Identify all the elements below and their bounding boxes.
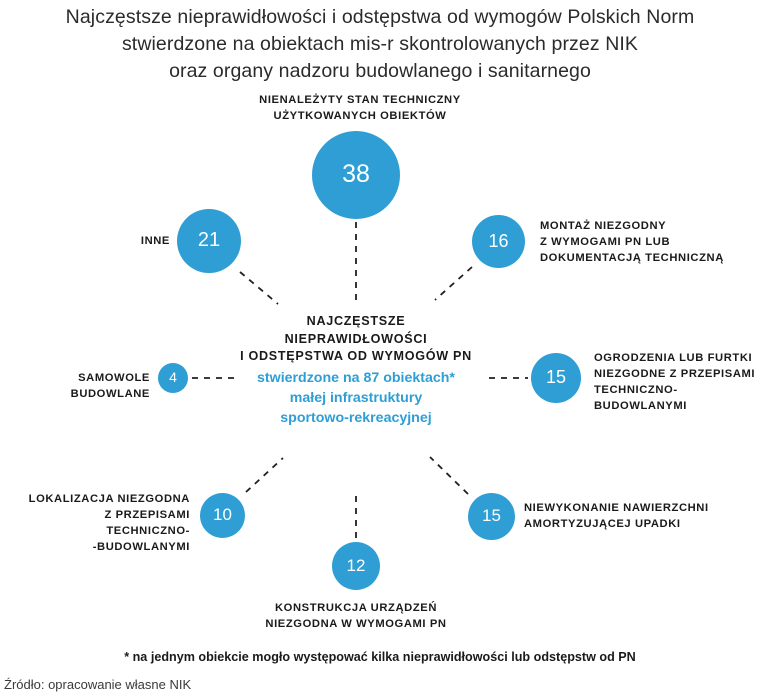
connector-niewykonanie [430, 457, 468, 494]
bubble-samowole-budowlane[interactable] [158, 363, 188, 393]
label-konstrukcja-urzadzen-line-2: NIEZGODNA W WYMOGAMI PN [265, 618, 447, 630]
label-ogrodzenia-furtki-line-3: TECHNICZNO-BUDOWLANYMI [594, 384, 687, 412]
connector-inne [240, 272, 278, 304]
bubble-lokalizacja-niezgodna[interactable] [200, 493, 245, 538]
label-lokalizacja-niezgodna-line-2: Z PRZEPISAMI TECHNICZNO- [104, 509, 190, 537]
bubble-stan-techniczny[interactable] [312, 131, 400, 219]
label-montaz-niezgodny-line-1: MONTAŻ NIEZGODNY [540, 220, 667, 232]
label-montaz-niezgodny [540, 218, 760, 266]
title-line-3: oraz organy nadzoru budowlanego i sanitarnego [169, 60, 591, 82]
connector-montaz [435, 267, 472, 300]
label-inne-line-1: INNE [140, 235, 170, 247]
label-samowole-budowlane-line-1: SAMOWOLE BUDOWLANE [70, 372, 150, 400]
footnote: * na jednym obiekcie mogło występować kilka nieprawidłowości lub odstępstw od PN [124, 650, 636, 664]
center-subheading-line-2: małej infrastruktury [289, 389, 423, 406]
label-niewykonanie-nawierzchni-line-1: NIEWYKONANIE NAWIERZCHNI [524, 502, 709, 514]
source-note: Źródło: opracowanie własne NIK [4, 677, 192, 692]
bubble-montaz-niezgodny[interactable] [472, 215, 525, 268]
label-stan-techniczny-line-1: NIENALEŻYTY STAN TECHNICZNY [259, 94, 461, 106]
label-stan-techniczny [180, 92, 540, 124]
label-lokalizacja-niezgodna [20, 491, 190, 555]
label-ogrodzenia-furtki-line-2: NIEZGODNE Z PRZEPISAMI [594, 368, 756, 380]
bubble-value-stan-techniczny: 38 [342, 159, 370, 188]
label-konstrukcja-urzadzen-line-1: KONSTRUKCJA URZĄDZEŃ [275, 602, 437, 614]
center-heading-line-1: NAJCZĘSTSZE [306, 314, 406, 328]
label-montaz-niezgodny-line-3: DOKUMENTACJĄ TECHNICZNĄ [540, 252, 724, 264]
title-line-1: Najczęstsze nieprawidłowości i odstępstwa od wymogów Polskich Norm [65, 6, 695, 28]
bubble-value-lokalizacja-niezgodna: 10 [213, 505, 232, 524]
bubble-value-niewykonanie-nawierzchni: 15 [482, 506, 501, 525]
label-lokalizacja-niezgodna-line-3: -BUDOWLANYMI [92, 541, 190, 553]
center-block [233, 313, 479, 428]
bubble-value-ogrodzenia-furtki: 15 [545, 367, 567, 387]
bubble-ogrodzenia-furtki[interactable] [531, 353, 581, 403]
bubble-value-samowole-budowlane: 4 [169, 369, 177, 385]
bubble-value-inne: 21 [197, 229, 221, 251]
connector-lokalizacja [246, 458, 283, 492]
bubble-inne[interactable] [177, 209, 241, 273]
bubble-value-konstrukcja-urzadzen: 12 [346, 555, 366, 575]
bubble-konstrukcja-urzadzen[interactable] [332, 542, 380, 590]
label-ogrodzenia-furtki-line-1: OGRODZENIA LUB FURTKI [594, 352, 753, 364]
label-konstrukcja-urzadzen [236, 600, 476, 632]
label-lokalizacja-niezgodna-line-1: LOKALIZACJA NIEZGODNA [28, 493, 190, 505]
label-ogrodzenia-furtki [594, 350, 760, 414]
center-subheading-line-3: sportowo-rekreacyjnej [280, 409, 432, 426]
label-niewykonanie-nawierzchni-line-2: AMORTYZUJĄCEJ UPADKI [524, 518, 681, 530]
bubble-niewykonanie-nawierzchni[interactable] [468, 493, 515, 540]
center-subheading-line-1: stwierdzone na 87 obiektach* [257, 369, 455, 386]
label-inne [80, 233, 170, 249]
center-heading [233, 313, 479, 366]
bubble-value-montaz-niezgodny: 16 [488, 230, 509, 251]
title-line-2: stwierdzone na obiektach mis-r skontrolowanych przez NIK [121, 33, 639, 55]
page-title [0, 4, 760, 85]
label-niewykonanie-nawierzchni [524, 500, 754, 532]
center-heading-line-3: I ODSTĘPSTWA OD WYMOGÓW PN [240, 349, 472, 363]
label-stan-techniczny-line-2: UŻYTKOWANYCH OBIEKTÓW [273, 110, 447, 122]
label-montaz-niezgodny-line-2: Z WYMOGAMI PN LUB [540, 236, 671, 248]
label-samowole-budowlane [0, 370, 150, 402]
center-subheading [233, 368, 479, 428]
center-heading-line-2: NIEPRAWIDŁOWOŚCI [284, 331, 428, 346]
